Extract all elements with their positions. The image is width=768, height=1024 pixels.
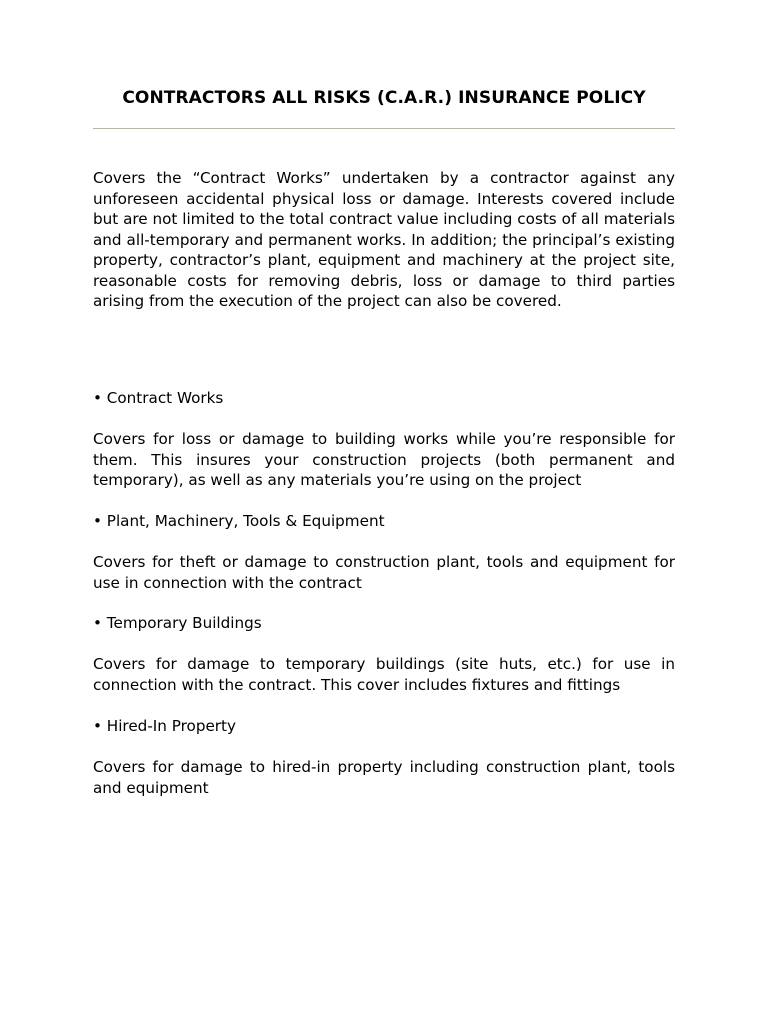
section-body-temporary-buildings: Covers for damage to temporary buildings (site huts, etc.) for use in connection with the contract. This cover includes fixtures and fittings [93,655,675,694]
section-body-contract-works: Covers for loss or damage to building works while you’re responsible for them. This insures your construction projects (both permanent and temporary), as well as any materials you’re using on the project [93,430,675,489]
section-heading-hired-in-property: • Hired-In Property [93,717,236,735]
intro-paragraph: Covers the “Contract Works” undertaken by a contractor against any unforeseen accidental physical loss or damage. Interests covered include but are not limited to the total contract value including costs of all materials and all-temporary and permanent works. In addition; the principal’s existing property, contractor’s plant, equipment and machinery at the project site, reasonable costs for removing debris, loss or damage to third parties arising from the execution of the project can also be covered. [93,169,675,310]
page-title: CONTRACTORS ALL RISKS (C.A.R.) INSURANCE POLICY [122,88,646,108]
section-heading-temporary-buildings: • Temporary Buildings [93,614,262,632]
section-body-hired-in-property: Covers for damage to hired-in property including construction plant, tools and equipment [93,758,675,797]
section-body-plant-machinery: Covers for theft or damage to construction plant, tools and equipment for use in connection with the contract [93,553,675,592]
section-heading-contract-works: • Contract Works [93,389,224,407]
section-heading-plant-machinery: • Plant, Machinery, Tools & Equipment [93,512,385,530]
title-divider [93,128,675,129]
